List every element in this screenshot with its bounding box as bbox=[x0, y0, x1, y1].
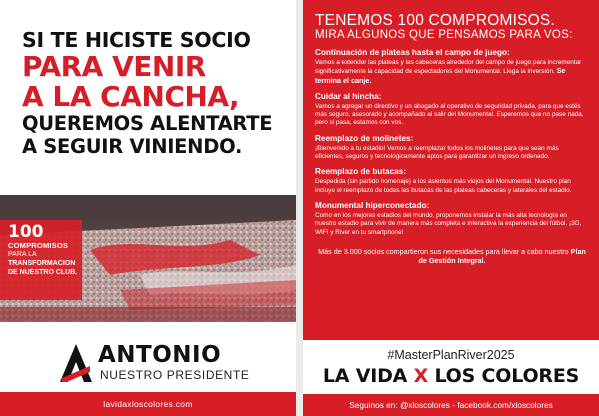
candidate-name: ANTONIO bbox=[98, 342, 222, 368]
slogan-x: X bbox=[413, 365, 429, 387]
badge-line-1: COMPROMISOS bbox=[8, 241, 69, 250]
commitment-body: Vamos a agregar un directivo y un abogado al operativo de seguridad privada, para que estés más seguro, asesorado y acompañado al salir del Monumental. Esperemos que no pase nada, pero si pasa, estamos con vos. bbox=[315, 102, 584, 127]
commitment-body: Como en los mejores estadios del mundo, proponemos instalar la más alta tecnología en nuestro estadio para vivir de manera más completa e interactiva la experiencia del fútbol. ¡3G, WIFI y River en tu smartphone! bbox=[315, 211, 582, 236]
campaign-slogan: LA VIDA X LOS COLORES bbox=[322, 365, 580, 387]
commitment-heading: Monumental hiperconectado: bbox=[315, 200, 430, 210]
commitment-heading: Reemplazo de molinetes: bbox=[315, 133, 414, 143]
commitment-body: Despedida (sin partido homenaje) a los asientos más viejos del Monumental. Nuestro plan incluye el reemplazo de todas las butacas de las plateas cabeceras y laterales del estadio. bbox=[315, 178, 572, 194]
social-links[interactable]: Seguinos en: @xloscolores - facebook.com/xloscolores bbox=[303, 394, 599, 416]
commitment-body: ¡Bienvenido a tu estadio! Vamos a reemplazar todos los molinetes para que sean más eficientes, seguros y tecnológicamente aptos para garantizar un ingreso ordenado. bbox=[315, 144, 559, 161]
headline-line-2: PARA VENIR bbox=[22, 50, 206, 83]
left-page bbox=[0, 0, 296, 416]
website-link[interactable]: lavidaxloscolores.com bbox=[0, 392, 296, 416]
right-page bbox=[303, 0, 599, 416]
commitments-title: TENEMOS 100 COMPROMISOS. bbox=[315, 12, 555, 29]
river-band-logo-icon bbox=[60, 344, 92, 382]
commitment-heading: Reemplazo de butacas: bbox=[315, 167, 406, 177]
commitments-badge bbox=[0, 220, 82, 300]
commitment-emphasis: Se termina el canje. bbox=[315, 66, 566, 85]
headline-line-4: QUEREMOS ALENTARTE bbox=[22, 112, 273, 135]
headline-line-1: SI TE HICISTE SOCIO bbox=[22, 28, 251, 52]
badge-line-4: DE NUESTRO CLUB. bbox=[8, 269, 78, 276]
headline-line-3: A LA CANCHA, bbox=[22, 80, 240, 113]
badge-number: 100 bbox=[8, 222, 44, 242]
closing-text: Más de 3.000 socios compartieron sus necesidades para llevar a cabo nuestro Plan de Gestión Integral. bbox=[318, 246, 586, 265]
badge-line-3: TRANSFORMACION bbox=[8, 260, 76, 267]
commitment-body: Vamos a extender las plateas y las cabeceras alrededor del campo de juego para incrementar significativamente la capacidad de espectadores del Monumental. Llega la inversión. Se termina el canje. bbox=[315, 59, 582, 85]
commitments-subtitle: MIRA ALGUNOS QUE PENSAMOS PARA VOS: bbox=[315, 29, 573, 41]
headline-line-5: A SEGUIR VINIENDO. bbox=[22, 135, 243, 158]
campaign-hashtag: #MasterPlanRiver2025 bbox=[387, 348, 515, 362]
closing-emphasis: Plan de Gestión Integral. bbox=[418, 246, 586, 265]
commitment-item bbox=[315, 167, 589, 195]
commitment-item bbox=[315, 48, 589, 86]
candidate-logo bbox=[60, 344, 280, 384]
commitment-heading: Continuación de plateas hasta el campo de juego: bbox=[315, 48, 510, 57]
commitment-item bbox=[315, 134, 589, 162]
commitments-panel bbox=[303, 0, 599, 340]
candidate-subtitle: NUESTRO PRESIDENTE bbox=[100, 368, 250, 382]
commitment-item bbox=[315, 201, 589, 237]
headline bbox=[22, 28, 284, 158]
commitment-heading: Cuidar al hincha: bbox=[315, 91, 382, 101]
badge-line-2: PARA LA bbox=[8, 251, 37, 258]
commitment-item bbox=[315, 92, 589, 128]
